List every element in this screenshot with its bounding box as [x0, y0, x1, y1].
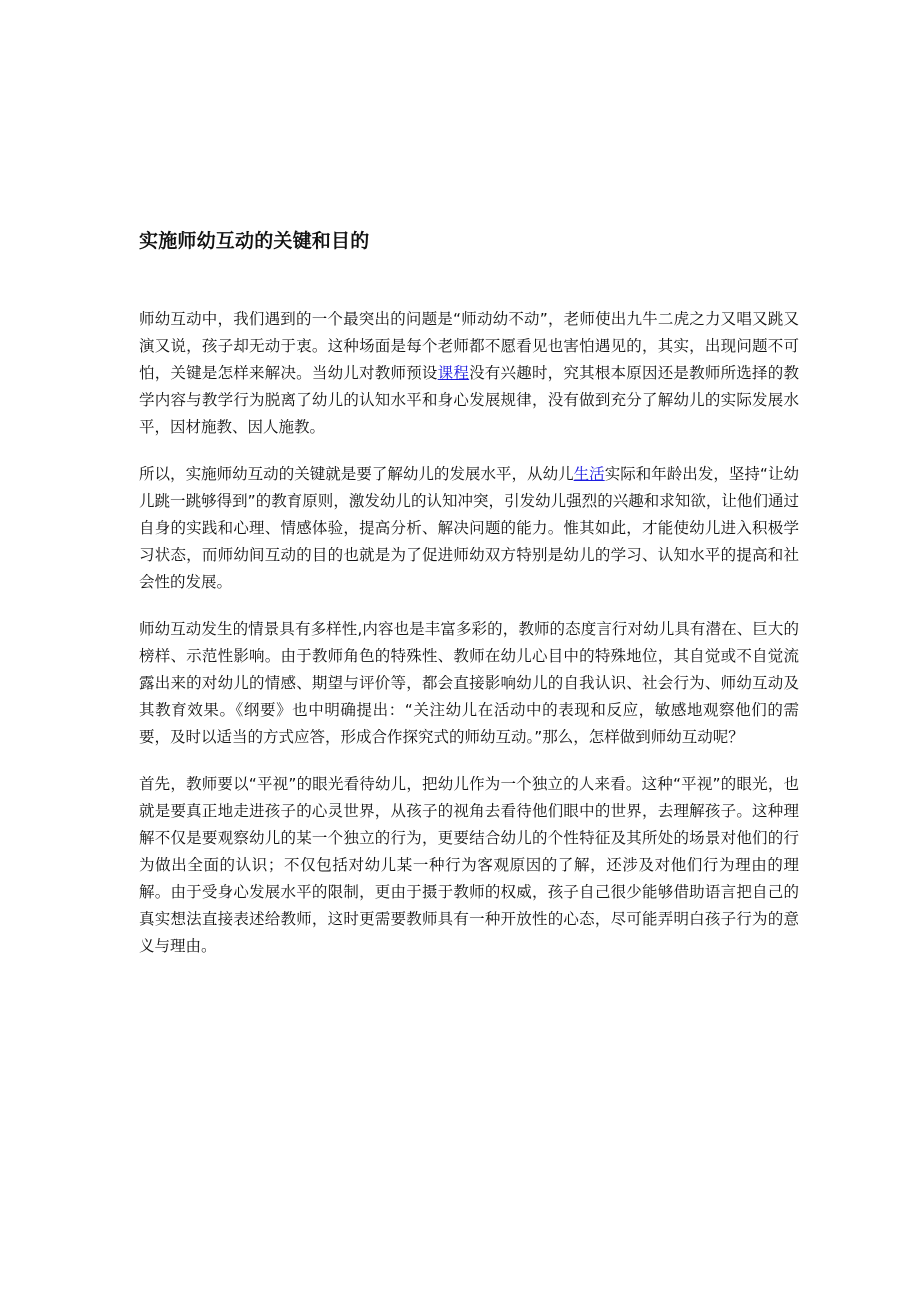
- link-shenghuo[interactable]: 生活: [573, 465, 605, 483]
- paragraph-3: 师幼互动发生的情景具有多样性,内容也是丰富多彩的，教师的态度言行对幼儿具有潜在、巨大的榜样、示范性影响。由于教师角色的特殊性、教师在幼儿心目中的特殊地位，其自觉或不自觉流露出来的对幼儿的情感、期望与评价等，都会直接影响幼儿的自我认识、社会行为、师幼互动及其教育效果。《纲要》也中明确提出：“关注幼儿在活动中的表现和反应，敏感地观察他们的需要，及时以适当的方式应答，形成合作探究式的师幼互动。”那么，怎样做到师幼互动呢？: [139, 620, 799, 746]
- document-page: [139, 226, 799, 960]
- paragraph-1: [139, 306, 799, 441]
- link-kecheng[interactable]: 课程: [437, 364, 470, 382]
- paragraph-1-text-before: 师幼互动中，我们遇到的一个最突出的问题是“师动幼不动”，老师使出九牛二虎之力又唱又跳又演又说，孩子却无动于衷。这种场面是每个老师都不愿看见也害怕遇见的，其实，出现问题不可怕，关键是怎样来解决。当幼儿对教师预设: [139, 310, 799, 382]
- paragraph-1-text-after: 没有兴趣时，究其根本原因还是教师所选择的教学内容与教学行为脱离了幼儿的认知水平和身心发展规律，没有做到充分了解幼儿的实际发展水平，因材施教、因人施教。: [139, 364, 799, 436]
- paragraph-2: [139, 461, 799, 596]
- paragraph-4: 首先，教师要以“平视”的眼光看待幼儿，把幼儿作为一个独立的人来看。这种“平视”的眼光，也就是要真正地走进孩子的心灵世界，从孩子的视角去看待他们眼中的世界，去理解孩子。这种理解不仅是要观察幼儿的某一个独立的行为，更要结合幼儿的个性特征及其所处的场景对他们的行为做出全面的认识；不仅包括对幼儿某一种行为客观原因的了解，还涉及对他们行为理由的理解。由于受身心发展水平的限制，更由于摄于教师的权威，孩子自己很少能够借助语言把自己的真实想法直接表述给教师，这时更需要教师具有一种开放性的心态，尽可能弄明白孩子行为的意义与理由。: [139, 775, 799, 955]
- paragraph-2-text-before: 所以，实施师幼互动的关键就是要了解幼儿的发展水平，从幼儿: [139, 465, 574, 483]
- paragraph-2-text-after: 实际和年龄出发，坚持“让幼儿跳一跳够得到”的教育原则，激发幼儿的认知冲突，引发幼儿强烈的兴趣和求知欲，让他们通过自身的实践和心理、情感体验，提高分析、解决问题的能力。惟其如此，才能使幼儿进入积极学习状态，而师幼间互动的目的也就是为了促进师幼双方特别是幼儿的学习、认知水平的提高和社会性的发展。: [139, 465, 799, 591]
- document-title: 实施师幼互动的关键和目的: [139, 230, 370, 252]
